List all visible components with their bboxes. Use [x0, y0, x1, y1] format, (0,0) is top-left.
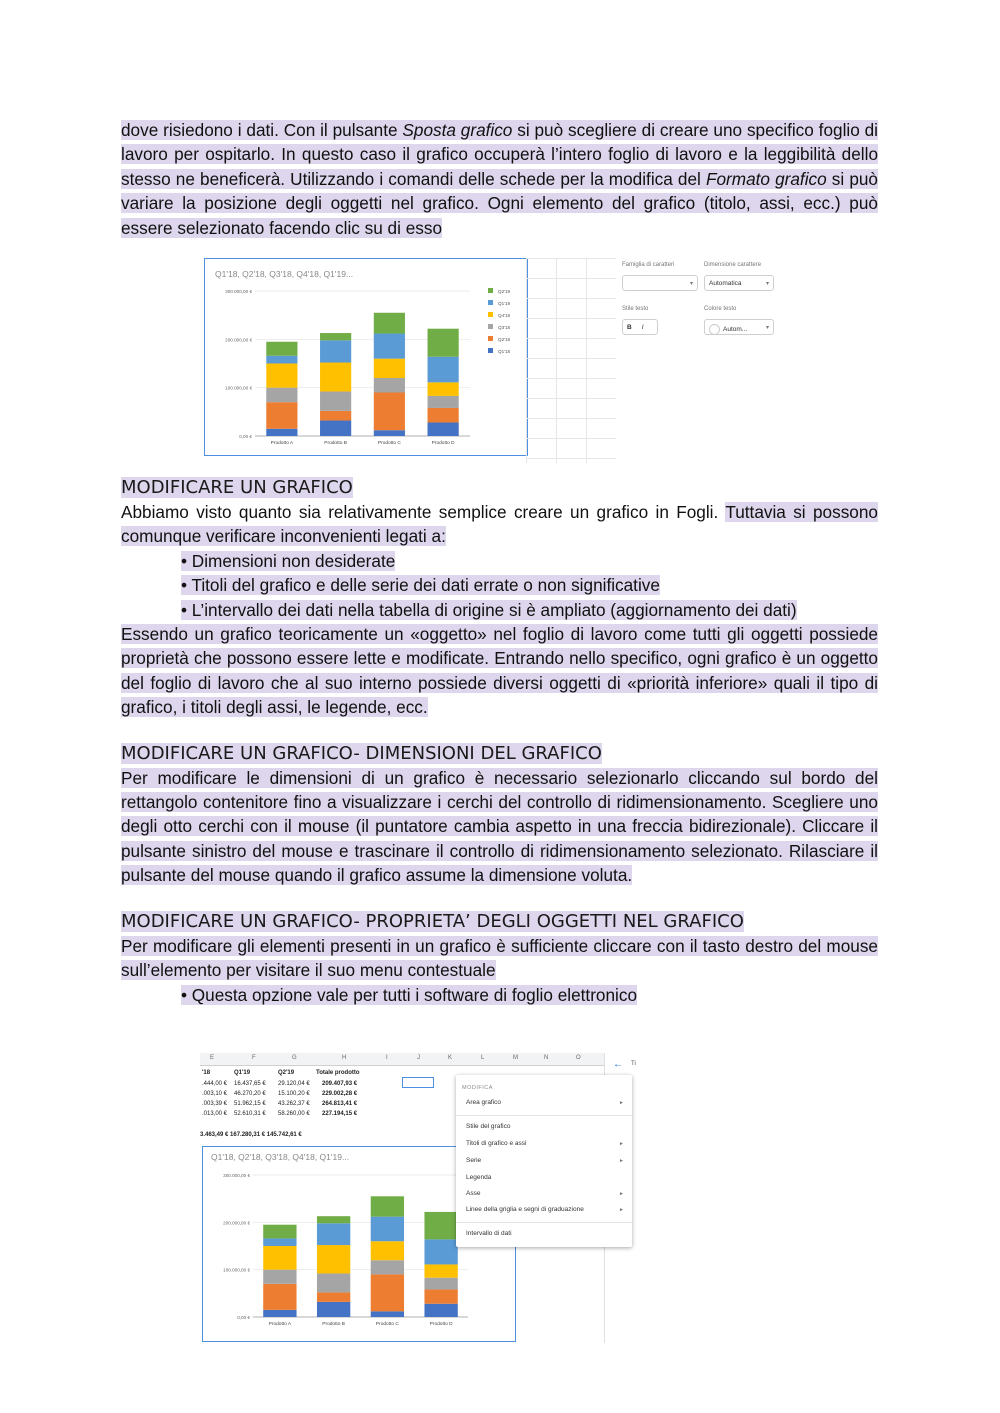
x-tick-label: Prodotto C	[375, 1322, 399, 1327]
x-tick-label: Prodotto D	[429, 1322, 453, 1327]
menu-item-titoli[interactable]: Titoli di grafico e assi	[466, 1140, 527, 1147]
chart-figure-1	[204, 258, 779, 463]
font-size-label: Dimensione carattere	[704, 262, 762, 268]
chart-1-container[interactable]	[204, 258, 528, 456]
text-color-label: Colore testo	[704, 306, 737, 312]
p4-text: Per modificare le dimensioni di un grafico è necessario selezionarlo cliccando sul bordo del rettangolo contenitore fino a visualizzare i cerchi del controllo di ridimensionamento. Scegliere uno degli otto cerchi con il mouse (il puntatore cambia aspetto in una freccia bidirezionale). Cliccare il pulsante sinistro del mouse e trascinare il controllo di ridimensionamento selezionato. Rilasciare il pulsante del mouse quando il grafico assume la dimensione voluta.	[121, 767, 878, 886]
bar-segment	[428, 422, 459, 436]
column-header[interactable]: G	[292, 1055, 297, 1061]
legend-swatch	[488, 324, 493, 329]
font-family-label: Famiglia di caratteri	[622, 262, 675, 268]
bar-segment	[320, 392, 351, 411]
legend-label: Q2'19	[498, 289, 511, 294]
table-cell[interactable]: .013,00 €	[202, 1111, 228, 1117]
bullet-text: • Dimensioni non desiderate	[181, 550, 396, 571]
format-panel	[616, 258, 779, 463]
spacer	[121, 888, 878, 910]
y-tick-label: 200.000,00 €	[223, 1220, 250, 1226]
totals-row[interactable]: 3.463,49 € 167.280,31 € 145.742,61 €	[200, 1132, 302, 1138]
menu-item-intervallo-dati[interactable]: Intervallo di dati	[466, 1230, 512, 1237]
table-cell[interactable]: 29.120,04 €	[278, 1081, 310, 1087]
document-page	[121, 118, 878, 240]
section-heading-3	[121, 910, 878, 934]
x-tick-label: Prodotto D	[431, 441, 455, 446]
bar-segment	[320, 333, 351, 340]
p2-text-b: Tuttavia si possono comunque verificare inconvenienti legati a:	[121, 502, 878, 547]
text-color-select[interactable]	[704, 319, 774, 335]
bar-segment	[374, 334, 405, 359]
paragraph-2	[121, 500, 878, 549]
column-header[interactable]: K	[448, 1055, 453, 1061]
bar-segment	[266, 402, 297, 429]
table-cell[interactable]: 15.100,20 €	[278, 1091, 310, 1097]
bar-segment	[424, 1304, 457, 1317]
bar-segment	[317, 1216, 350, 1223]
bar-segment	[428, 408, 459, 423]
column-header[interactable]: N	[544, 1055, 549, 1061]
legend-swatch	[488, 312, 493, 317]
bar-segment	[317, 1302, 350, 1317]
y-tick-label: 0,00 €	[239, 434, 252, 439]
p5-text: Per modificare gli elementi presenti in un grafico è sufficiente cliccare con il tasto destro del mouse sull’elemento per visitare il suo menu contestuale	[121, 935, 878, 981]
italic-button[interactable]: I	[641, 324, 644, 331]
sheet-grid	[526, 258, 616, 463]
bar-segment	[374, 359, 405, 378]
chart-figure-2	[200, 1053, 640, 1343]
menu-item-serie[interactable]: Serie	[466, 1157, 482, 1164]
menu-item-area-grafico[interactable]: Area grafico	[466, 1099, 502, 1106]
selected-cell[interactable]	[402, 1077, 434, 1088]
y-tick-label: 100.000,00 €	[223, 1267, 250, 1273]
list-item	[181, 549, 878, 573]
bar-segment	[266, 342, 297, 356]
bar-segment	[263, 1246, 296, 1270]
spacer	[121, 720, 878, 742]
chart-1-svg	[205, 259, 527, 455]
font-family-select[interactable]	[622, 275, 698, 291]
bullet-text: • Questa opzione vale per tutti i software di foglio elettronico	[181, 984, 638, 1005]
paragraph-5	[121, 934, 878, 983]
submenu-arrow-icon: ►	[619, 1191, 624, 1197]
table-cell[interactable]: 229.002,28 €	[322, 1091, 358, 1097]
table-header-cell[interactable]: Q1'19	[234, 1070, 251, 1076]
submenu-arrow-icon: ►	[619, 1100, 624, 1106]
table-cell[interactable]: 58.260,00 €	[278, 1111, 310, 1117]
x-tick-label: Prodotto B	[324, 441, 347, 446]
legend-label: Q3'18	[498, 325, 511, 330]
bar-segment	[428, 357, 459, 383]
legend-label: Q2'18	[498, 337, 511, 342]
menu-divider	[456, 1222, 632, 1223]
menu-divider	[456, 1115, 632, 1116]
intro-paragraph	[121, 118, 878, 240]
bar-segment	[320, 421, 351, 436]
text-color-value: Autom...	[723, 326, 748, 334]
bar-segment	[317, 1223, 350, 1245]
context-menu	[456, 1075, 632, 1247]
intro-emphasis-2: Formato grafico	[705, 168, 827, 189]
menu-item-linee-griglia[interactable]: Linee della griglia e segni di graduazione	[466, 1206, 584, 1213]
dropdown-arrow-icon: ▾	[689, 281, 693, 287]
bar-segment	[263, 1225, 296, 1239]
table-cell[interactable]: 264.813,41 €	[322, 1101, 358, 1107]
intro-text-2: si può scegliere di creare uno specifico foglio di lavoro per ospitarlo. In questo caso il grafico occuperà l’intero foglio di lavoro e la leggibilità dello stesso ne beneficerà. Utilizzando i comandi delle schede per la modifica del	[121, 120, 878, 189]
bar-segment	[428, 329, 459, 357]
heading-1-text: MODIFICARE UN GRAFICO	[121, 477, 353, 498]
table-cell[interactable]: 52.610,31 €	[234, 1111, 266, 1117]
bullet-text: • L’intervallo dei dati nella tabella di origine si è ampliato (aggiornamento dei dati)	[181, 599, 797, 620]
y-tick-label: 300.000,00 €	[223, 1173, 250, 1178]
y-tick-label: 0,00 €	[237, 1315, 250, 1320]
bar-segment	[424, 1239, 457, 1264]
table-cell[interactable]: 227.194,15 €	[322, 1111, 358, 1117]
column-header[interactable]: J	[417, 1055, 420, 1061]
column-header-row	[200, 1053, 604, 1066]
list-item	[181, 573, 878, 597]
table-cell[interactable]: 209.407,93 €	[322, 1081, 358, 1087]
text-style-buttons	[622, 319, 658, 335]
bar-segment	[266, 429, 297, 436]
spreadsheet-view	[200, 1053, 640, 1343]
intro-text-3: si può variare la posizione degli oggetti nel grafico. Ogni elemento del grafico (titolo, assi, ecc.) può essere selezionato facendo clic su di esso	[121, 168, 878, 238]
legend-label: Q1'19	[498, 301, 511, 306]
heading-3-text: MODIFICARE UN GRAFICO- PROPRIETA’ DEGLI OGGETTI NEL GRAFICO	[121, 910, 744, 932]
bar-segment	[371, 1196, 404, 1216]
legend-swatch	[488, 300, 493, 305]
bar-segment	[320, 363, 351, 392]
bar-segment	[266, 364, 297, 388]
bar-segment	[317, 1292, 350, 1301]
text-style-label: Stile testo	[622, 306, 649, 312]
table-cell[interactable]: .003,39 €	[202, 1101, 228, 1107]
bar-segment	[424, 1278, 457, 1290]
section-heading-2	[121, 742, 878, 766]
table-cell[interactable]: 51.962,15 €	[234, 1101, 266, 1107]
bar-segment	[371, 1274, 404, 1311]
bold-button[interactable]: B	[627, 324, 632, 331]
submenu-arrow-icon: ►	[619, 1141, 624, 1147]
bar-segment	[263, 1310, 296, 1317]
submenu-arrow-icon: ►	[619, 1158, 624, 1164]
bar-segment	[266, 356, 297, 364]
bar-segment	[320, 411, 351, 421]
table-cell[interactable]: .444,00 €	[202, 1081, 228, 1087]
legend-swatch	[488, 348, 493, 353]
bar-segment	[424, 1290, 457, 1304]
heading-2-text: MODIFICARE UN GRAFICO- DIMENSIONI DEL GRAFICO	[121, 742, 602, 764]
bar-segment	[371, 1217, 404, 1242]
bar-segment	[428, 382, 459, 396]
list-item	[181, 598, 878, 622]
bar-segment	[320, 340, 351, 362]
panel-title-fragment: Ti	[631, 1061, 636, 1067]
context-menu-header: MODIFICA	[462, 1085, 493, 1091]
legend-swatch	[488, 288, 493, 293]
menu-item-asse[interactable]: Asse	[466, 1190, 481, 1197]
p2-text-a: Abbiamo visto quanto sia relativamente semplice creare un grafico in Fogli.	[121, 502, 726, 522]
bar-segment	[317, 1245, 350, 1273]
table-cell[interactable]: 16.437,65 €	[234, 1081, 266, 1087]
column-header[interactable]: M	[513, 1055, 518, 1061]
column-header[interactable]: O	[576, 1055, 581, 1061]
column-header[interactable]: L	[481, 1055, 485, 1061]
y-tick-label: 100.000,00 €	[225, 385, 252, 391]
column-header[interactable]: F	[252, 1055, 256, 1061]
y-tick-label: 200.000,00 €	[225, 337, 252, 343]
table-header-cell[interactable]: '18	[202, 1070, 211, 1076]
menu-item-legenda[interactable]: Legenda	[466, 1174, 492, 1181]
bar-segment	[374, 430, 405, 436]
menu-item-stile-grafico[interactable]: Stile del grafico	[466, 1123, 511, 1130]
section-modificare	[121, 476, 878, 1007]
bar-segment	[263, 1238, 296, 1246]
y-tick-label: 300.000,00 €	[225, 289, 252, 294]
x-tick-label: Prodotto A	[268, 1322, 292, 1327]
bar-segment	[371, 1241, 404, 1260]
bar-segment	[263, 1284, 296, 1310]
bar-segment	[317, 1273, 350, 1292]
x-tick-label: Prodotto B	[322, 1322, 345, 1327]
intro-text-1: dove risiedono i dati. Con il pulsante	[121, 120, 403, 140]
x-tick-label: Prodotto C	[377, 441, 401, 446]
bar-segment	[266, 388, 297, 403]
chart-title: Q1'18, Q2'18, Q3'18, Q4'18, Q1'19...	[211, 1152, 350, 1162]
paragraph-4	[121, 766, 878, 888]
bar-segment	[371, 1260, 404, 1274]
paragraph-3	[121, 622, 878, 720]
color-swatch-icon	[709, 324, 720, 335]
bar-segment	[374, 313, 405, 334]
x-tick-label: Prodotto A	[270, 441, 294, 446]
list-item	[181, 983, 878, 1007]
dropdown-arrow-icon: ▾	[765, 281, 769, 287]
table-cell[interactable]: 43.262,37 €	[278, 1101, 310, 1107]
chart-title: Q1'18, Q2'18, Q3'18, Q4'18, Q1'19...	[215, 269, 354, 279]
legend-label: Q4'18	[498, 313, 511, 318]
bar-segment	[428, 396, 459, 408]
bar-segment	[424, 1212, 457, 1239]
bar-segment	[263, 1270, 296, 1284]
back-arrow-icon[interactable]: ←	[613, 1059, 623, 1070]
table-cell[interactable]: 46.270,20 €	[234, 1091, 266, 1097]
p3-text: Essendo un grafico teoricamente un «oggetto» nel foglio di lavoro come tutti gli oggetti possiede proprietà che possono essere lette e modificate. Entrando nello specifico, ogni grafico è un oggetto del foglio di lavoro che al suo interno possiede diversi oggetti di «priorità inferiore» quali il tipo di grafico, i titoli degli assi, le legende, ecc.	[121, 624, 878, 718]
column-header[interactable]: H	[342, 1055, 347, 1061]
font-size-select[interactable]	[704, 275, 774, 291]
bullet-text: • Titoli del grafico e delle serie dei dati errate o non significative	[181, 575, 660, 596]
bar-segment	[371, 1311, 404, 1317]
intro-emphasis-1: Sposta grafico	[402, 120, 513, 140]
legend-swatch	[488, 336, 493, 341]
submenu-arrow-icon: ►	[619, 1207, 624, 1213]
bar-segment	[374, 393, 405, 431]
dropdown-arrow-icon: ▾	[765, 325, 769, 331]
table-header-cell[interactable]: Q2'19	[278, 1070, 295, 1076]
bar-segment	[374, 378, 405, 393]
section-heading-1	[121, 476, 878, 500]
column-header[interactable]: I	[386, 1055, 388, 1061]
legend-label: Q1'18	[498, 349, 511, 354]
table-header-cell[interactable]: Totale prodotto	[316, 1070, 360, 1076]
font-size-value: Automatica	[709, 280, 742, 287]
column-header[interactable]: E	[210, 1055, 215, 1061]
table-cell[interactable]: .003,10 €	[202, 1091, 228, 1097]
bar-segment	[424, 1264, 457, 1277]
